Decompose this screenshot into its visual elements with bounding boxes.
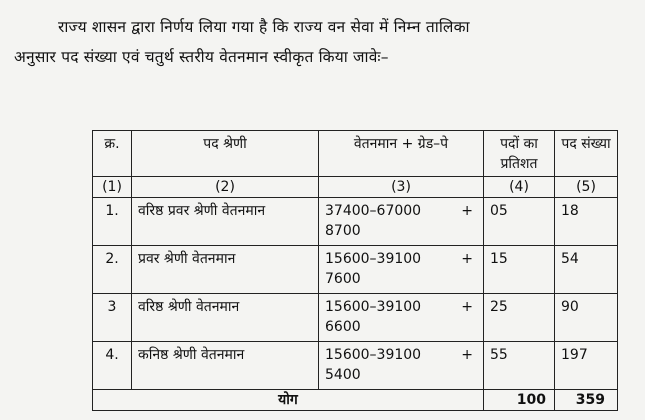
col-number-3: (3) (319, 177, 484, 198)
pay-range: 15600–39100 (325, 251, 422, 267)
post-count-cell: 18 (555, 198, 618, 246)
grade-pay: 8700 (325, 223, 361, 239)
header-percentage: पदों का प्रतिशत (484, 131, 555, 177)
percentage-cell: 25 (484, 294, 555, 342)
pay-scale-cell (319, 294, 484, 342)
serial-cell: 4. (93, 342, 132, 390)
pay-scale-cell (319, 342, 484, 390)
serial-cell: 1. (93, 198, 132, 246)
plus-sign: + (461, 203, 473, 219)
header-post-category: पद श्रेणी (132, 131, 319, 177)
column-number-row (93, 177, 618, 198)
grade-pay: 7600 (325, 271, 361, 287)
percentage-cell: 55 (484, 342, 555, 390)
serial-cell: 3 (93, 294, 132, 342)
table-row (93, 246, 618, 294)
post-count-cell: 90 (555, 294, 618, 342)
table-row (93, 342, 618, 390)
percentage-cell: 15 (484, 246, 555, 294)
total-post-count: 359 (555, 390, 618, 411)
post-name-cell: प्रवर श्रेणी वेतनमान (132, 246, 319, 294)
pay-scale-cell (319, 246, 484, 294)
plus-sign: + (461, 299, 473, 315)
pay-range: 15600–39100 (325, 347, 422, 363)
percentage-cell: 05 (484, 198, 555, 246)
post-name-cell: वरिष्ठ श्रेणी वेतनमान (132, 294, 319, 342)
intro-line-1: राज्य शासन द्वारा निर्णय लिया गया है कि राज्य वन सेवा में निम्न तालिका (58, 18, 470, 36)
col-number-1: (1) (93, 177, 132, 198)
intro-paragraph (14, 12, 634, 72)
header-post-count: पद संख्या (555, 131, 618, 177)
table-header-row (93, 131, 618, 177)
post-name-cell: कनिष्ठ श्रेणी वेतनमान (132, 342, 319, 390)
serial-cell: 2. (93, 246, 132, 294)
post-count-cell: 197 (555, 342, 618, 390)
grade-pay: 6600 (325, 319, 361, 335)
table-row (93, 198, 618, 246)
col-number-5: (5) (555, 177, 618, 198)
plus-sign: + (461, 347, 473, 363)
post-count-cell: 54 (555, 246, 618, 294)
pay-scale-table (92, 130, 618, 411)
header-pay-scale: वेतनमान + ग्रेड–पे (319, 131, 484, 177)
table-row (93, 294, 618, 342)
grade-pay: 5400 (325, 367, 361, 383)
total-percentage: 100 (484, 390, 555, 411)
header-serial: क्र. (93, 131, 132, 177)
intro-line-2: अनुसार पद संख्या एवं चतुर्थ स्तरीय वेतनमान स्वीकृत किया जावेः– (14, 48, 389, 66)
pay-scale-cell (319, 198, 484, 246)
col-number-4: (4) (484, 177, 555, 198)
total-label: योग (93, 390, 484, 411)
col-number-2: (2) (132, 177, 319, 198)
post-name-cell: वरिष्ठ प्रवर श्रेणी वेतनमान (132, 198, 319, 246)
plus-sign: + (461, 251, 473, 267)
total-row (93, 390, 618, 411)
pay-range: 15600–39100 (325, 299, 422, 315)
pay-range: 37400–67000 (325, 203, 422, 219)
